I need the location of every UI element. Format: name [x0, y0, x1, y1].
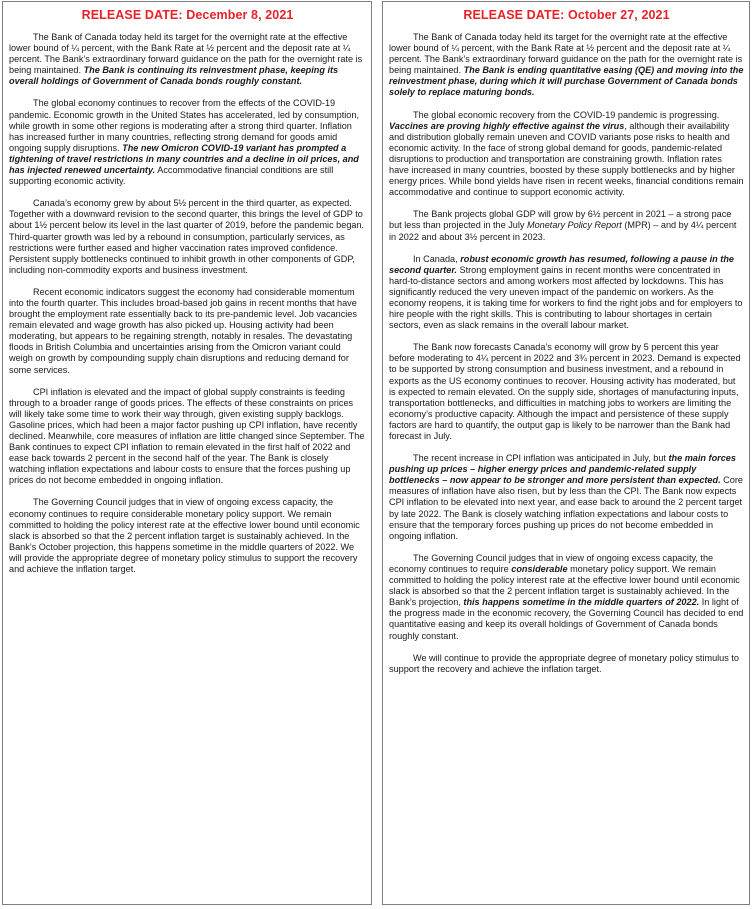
italic-text: Monetary Policy Report [526, 220, 622, 231]
release-paragraph [389, 453, 744, 542]
release-paragraph [389, 209, 744, 242]
paragraph-text: We will continue to provide the appropriate degree of monetary policy stimulus to support the recovery and achieve the inflation target. [389, 652, 739, 674]
paragraph-text: Accommodative financial conditions are still supporting economic activity. [9, 165, 334, 187]
paragraph-text: Recent economic indicators suggest the economy had considerable momentum into the fourth quarter. This includes broad-based job gains in recent months that have brought the employment rate essentially back to its pre-pandemic level. Job vacancies remain elevated and wage growth has also picked up. Housing activity had been moderating, but appears to be regaining strength, notably in resales. The devastating floods in British Columbia and uncertainties arising from the Omicron variant could weigh on growth by compounding supply chain disruptions and reducing demand for some services. [9, 286, 357, 375]
emphasized-text: robust economic growth has resumed, following a pause in the second quarter. [389, 253, 734, 275]
release-paragraph [389, 254, 744, 332]
emphasized-text: the main forces pushing up prices – higher energy prices and pandemic-related supply bottlenecks – now appear to be stronger and more persistent than expected. [389, 453, 736, 486]
december-release-body [9, 32, 366, 575]
release-paragraph [389, 32, 744, 99]
release-paragraph [9, 198, 366, 276]
paragraph-text: Canada’s economy grew by about 5½ percent in the third quarter, as expected. Together with a downward revision to the second quarter, this brings the level of GDP to about 1½ percent below its level in the last quarter of 2019, before the pandemic began. Third-quarter growth was led by a rebound in consumption, particularly services, as restrictions were further eased and higher vaccination rates improved confidence. Persistent supply bottlenecks continued to inhibit growth in other components of GDP, including non-commodity exports and business investment. [9, 198, 365, 275]
paragraph-text: The global economy continues to recover from the effects of the COVID-19 pandemic. Economic growth in the United States has accelerated, led by consumption, while growth in some other regions is moderating after a strong third quarter. Inflation has increased further in many countries, reflecting strong demand for goods amid ongoing supply disruptions. [9, 98, 359, 153]
paragraph-text: In Canada, [413, 253, 461, 264]
release-paragraph [9, 287, 366, 376]
paragraph-text: Core measures of inflation have also risen, but by less than the CPI. The Bank now expects CPI inflation to be elevated into next year, and ease back to around the 2 percent target by late 2022. The Bank is closely watching inflation expectations and labour costs to ensure that the temporary forces pushing up prices do not become embedded in ongoing inflation. [389, 475, 743, 541]
october-release-column [382, 1, 750, 905]
paragraph-text: The recent increase in CPI inflation was anticipated in July, but [413, 453, 669, 464]
release-paragraph [389, 553, 744, 642]
paragraph-text: The Bank projects global GDP will grow by 6½ percent in 2021 – a strong pace but less than projected in the July [389, 209, 732, 231]
release-paragraph [9, 387, 366, 487]
paragraph-text: monetary policy support. We remain committed to holding the policy interest rate at the effective lower bound until economic slack is absorbed so that the 2 percent inflation target is sustainably achieved. In the Bank’s projection, [389, 563, 740, 608]
emphasized-text: this happens sometime in the middle quarters of 2022. [463, 597, 700, 608]
emphasized-text: considerable [511, 563, 568, 574]
release-paragraph [9, 32, 366, 87]
emphasized-text: Vaccines are proving highly effective against the virus [389, 120, 625, 131]
paragraph-text: The Bank of Canada today held its target for the overnight rate at the effective lower bound of ¼ percent, with the Bank Rate at ½ percent and the deposit rate at ¼ percent. The Bank’s extraordinary forward guidance on the path for the overnight rate is being maintained. [389, 32, 743, 76]
paragraph-text: The Bank of Canada today held its target for the overnight rate at the effective lower bound of ¼ percent, with the Bank Rate at ½ percent and the deposit rate at ¼ percent. The Bank’s extraordinary forward guidance on the path for the overnight rate is being maintained. [9, 32, 363, 76]
paragraph-text: The Governing Council judges that in view of ongoing excess capacity, the economy continues to require [389, 552, 714, 574]
december-release-heading: RELEASE DATE: December 8, 2021 [81, 8, 294, 22]
paragraph-text: The Bank now forecasts Canada’s economy will grow by 5 percent this year before moderating to 4¼ percent in 2022 and 3¾ percent in 2023. Demand is expected to be supported by strong consumption and business investment, and a rebound in exports as the US economy continues to recover. Housing activity has moderated, but is expected to remain elevated. On the supply side, shortages of manufacturing inputs, transportation bottlenecks, and difficulties in matching jobs to workers are limiting the economy’s productive capacity. Although the impact and persistence of these supply factors are hard to quantify, the output gap is likely to be narrower than the Bank had forecast in July. [389, 342, 741, 441]
october-release-heading: RELEASE DATE: October 27, 2021 [463, 8, 670, 22]
release-paragraph [389, 342, 744, 442]
emphasized-text: The Bank is ending quantitative easing (QE) and moving into the reinvestment phase, during which it will purchase Government of Canada bonds solely to replace maturing bonds. [389, 65, 744, 98]
paragraph-text: CPI inflation is elevated and the impact of global supply constraints is feeding through to a broader range of goods prices. The effects of these constraints on prices will likely take some time to work their way through, given existing supply backlogs. Gasoline prices, which had been a major factor pushing up CPI inflation, have recently declined. Meanwhile, core measures of inflation are little changed since September. The Bank continues to expect CPI inflation to remain elevated in the first half of 2022 and ease back towards 2 percent in the second half of the year. The Bank is closely watching inflation expectations and labour costs to ensure that the forces pushing up prices do not become embedded in ongoing inflation. [9, 386, 365, 486]
release-paragraph [389, 110, 744, 199]
emphasized-text: The Bank is continuing its reinvestment phase, keeping its overall holdings of Government of Canada bonds roughly constant. [9, 65, 339, 87]
paragraph-text: In light of the progress made in the economic recovery, the Governing Council has decided to end quantitative easing and keep its overall holdings of Government of Canada bonds roughly constant. [389, 597, 744, 641]
october-release-body [389, 32, 744, 675]
release-paragraph [9, 98, 366, 187]
paragraph-text: The global economic recovery from the COVID-19 pandemic is progressing. [413, 109, 720, 120]
paragraph-text: , although their availability and distribution globally remain uneven and COVID variants pose risks to health and economic activity. In the face of strong global demand for goods, pandemic-related disruptions to production and transportation are constraining growth. Inflation rates have increased in many countries, boosted by these supply bottlenecks and by higher energy prices. While bond yields have risen in recent weeks, financial conditions remain accommodative and continue to support economic activity. [389, 120, 744, 198]
emphasized-text: The new Omicron COVID-19 variant has prompted a tightening of travel restrictions in many countries and a decline in oil prices, and has injected renewed uncertainty. [9, 142, 359, 176]
release-paragraph [389, 653, 744, 675]
december-release-column [2, 1, 372, 905]
paragraph-text: (MPR) – and by 4¼ percent in 2022 and about 3½ percent in 2023. [389, 220, 737, 242]
paragraph-text: The Governing Council judges that in view of ongoing excess capacity, the economy continues to require considerable monetary policy support. We remain committed to holding the policy interest rate at the effective lower bound until economic slack is absorbed so that the 2 percent inflation target is sustainably achieved. In the Bank’s October projection, this happens sometime in the middle quarters of 2022. We will provide the appropriate degree of monetary policy stimulus to support the recovery and achieve the inflation target. [9, 497, 360, 575]
paragraph-text: Strong employment gains in recent months were concentrated in hard-to-distance sectors and among workers most affected by lockdowns. This has significantly reduced the very uneven impact of the pandemic on workers. As the economy reopens, it is taking time for workers to find the right jobs and for employers to hire people with the right skills. This is contributing to labour shortages in certain sectors, even as slack remains in the overall labour market. [389, 264, 743, 331]
release-paragraph [9, 497, 366, 575]
